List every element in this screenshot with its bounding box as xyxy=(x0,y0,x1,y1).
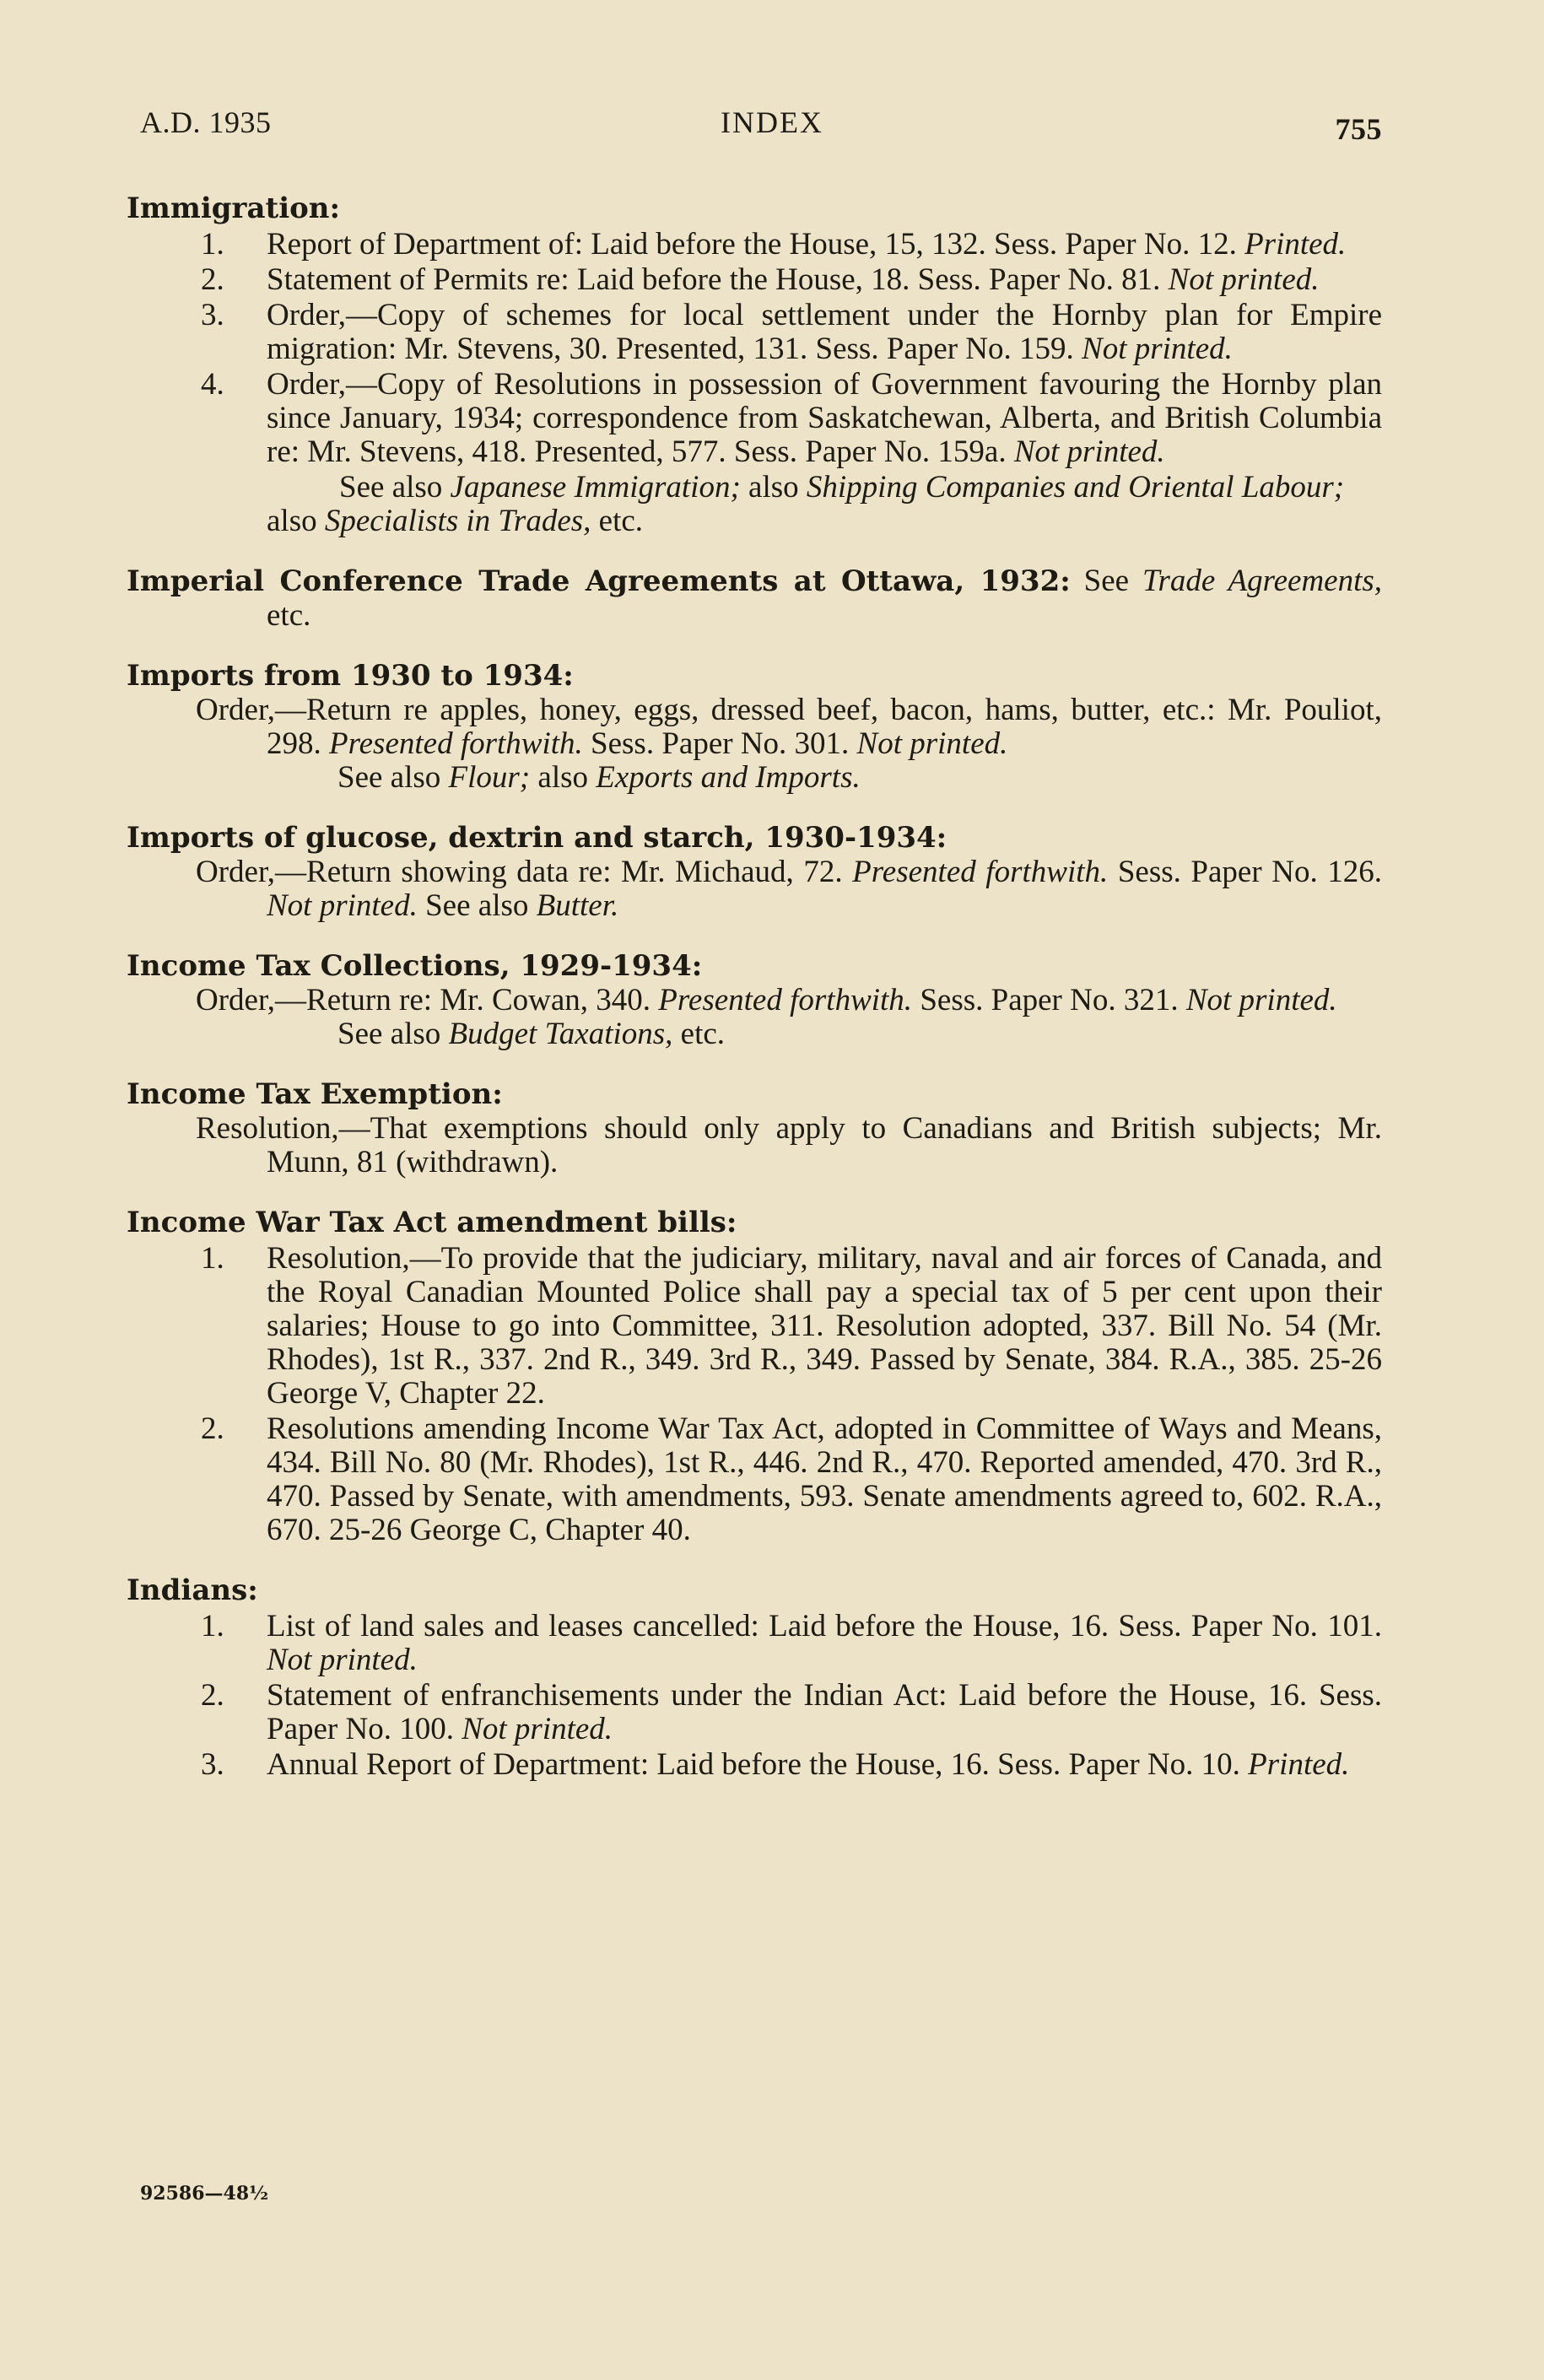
status-text: Presented forthwith. xyxy=(658,983,913,1017)
entry-income-war-tax xyxy=(127,1205,1382,1547)
list-item xyxy=(127,1412,1382,1547)
order-text: Sess. Paper No. 126. xyxy=(1117,855,1382,889)
list-item xyxy=(127,263,1382,297)
see-text: See also xyxy=(337,1017,441,1051)
order-text: Sess. Paper No. 321. xyxy=(920,983,1179,1017)
entry-text xyxy=(127,984,1382,1017)
status-text: Not printed. xyxy=(856,726,1008,761)
item-number: 2. xyxy=(201,1678,224,1713)
header-title: INDEX xyxy=(721,105,823,139)
see-ref: Flour; xyxy=(448,760,531,795)
list-item xyxy=(127,368,1382,469)
header-year: A.D. 1935 xyxy=(140,105,272,139)
print-code: 92586—48½ xyxy=(140,2183,269,2205)
item-text: Report of Department of: Laid before the House, 15, 132. Sess. Paper No. 12. xyxy=(267,227,1237,262)
page-number: 755 xyxy=(1335,112,1382,146)
see-also xyxy=(127,471,1382,538)
item-text: Statement of Permits re: Laid before the House, 18. Sess. Paper No. 81. xyxy=(267,262,1161,297)
see-text: See also xyxy=(339,470,443,505)
item-number: 4. xyxy=(201,367,224,402)
item-number: 3. xyxy=(201,298,224,332)
item-text: List of land sales and leases cancelled: Laid before the House, 16. Sess. Paper No. 101. xyxy=(267,1609,1382,1643)
order-text: Order,—Return showing data re: Mr. Michaud, 72. xyxy=(196,855,843,889)
see-text: See also xyxy=(337,760,441,795)
entry-heading: Imperial Conference Trade Agreements at Ottawa, 1932: xyxy=(127,564,1071,598)
see-text: etc. xyxy=(598,504,644,538)
see-text: etc. xyxy=(267,598,311,633)
status-text: Presented forthwith. xyxy=(852,855,1109,889)
entry-imports-1930 xyxy=(127,658,1382,795)
item-text: Order,—Copy of Resolutions in possession of Government favouring the Hornby plan since January, 1934; correspondence from Saskatchewan, Alberta, and British Columbia re: Mr. Stevens, 418. Presented, 577. Sess. Paper No. 159a. xyxy=(267,367,1382,469)
item-number: 3. xyxy=(201,1747,224,1782)
see-ref: Budget Taxations, xyxy=(448,1017,673,1051)
item-status: Not printed. xyxy=(1082,332,1233,366)
item-status: Not printed. xyxy=(462,1712,613,1746)
see-text: also xyxy=(748,470,799,505)
entry-heading: Income Tax Exemption: xyxy=(127,1077,503,1111)
see-ref: Exports and Imports. xyxy=(596,760,861,795)
order-text: Order,—Return re apples, honey, eggs, dressed beef, bacon, hams, butter, etc.: Mr. Pouliot, 298. xyxy=(196,693,1382,761)
item-number: 1. xyxy=(201,1609,224,1643)
list-item xyxy=(127,1242,1382,1411)
see-text: etc. xyxy=(680,1017,726,1051)
item-status: Printed. xyxy=(1244,227,1347,262)
item-number: 2. xyxy=(201,1411,224,1446)
see-text: See xyxy=(1083,564,1130,598)
item-status: Not printed. xyxy=(1168,262,1320,297)
item-text: Statement of enfranchisements under the Indian Act: Laid before the House, 16. Sess. Paper No. 100. xyxy=(267,1678,1382,1746)
entry-text: Resolution,—That exemptions should only apply to Canadians and British subjects; Mr. Munn, 81 (withdrawn). xyxy=(196,1111,1382,1179)
order-text: Order,—Return re: Mr. Cowan, 340. xyxy=(196,983,651,1017)
see-text: also xyxy=(537,760,588,795)
entry-heading: Income War Tax Act amendment bills: xyxy=(127,1206,737,1239)
entry-income-tax-collections xyxy=(127,948,1382,1051)
see-text: See also xyxy=(425,888,529,923)
see-ref: Trade Agreements, xyxy=(1142,564,1383,598)
entry-imperial-conference xyxy=(127,564,1382,633)
item-text: Annual Report of Department: Laid before the House, 16. Sess. Paper No. 10. xyxy=(267,1747,1240,1782)
item-status: Printed. xyxy=(1248,1747,1350,1782)
see-text: also xyxy=(267,504,317,538)
status-text: Not printed. xyxy=(267,888,418,923)
see-also xyxy=(127,761,1382,795)
status-text: Presented forthwith. xyxy=(329,726,583,761)
see-ref: Specialists in Trades, xyxy=(324,504,591,538)
entry-indians xyxy=(127,1573,1382,1782)
order-text: Sess. Paper No. 301. xyxy=(591,726,850,761)
item-text: Order,—Copy of schemes for local settlement under the Hornby plan for Empire migration: Mr. Stevens, 30. Presented, 131. Sess. Paper No. 159. xyxy=(267,298,1382,366)
index-body xyxy=(127,191,1382,1807)
entry-heading: Imports from 1930 to 1934: xyxy=(127,659,574,693)
see-ref: Japanese Immigration; xyxy=(450,470,741,505)
entry-heading: Immigration: xyxy=(127,192,341,225)
see-ref: Butter. xyxy=(536,888,619,923)
item-status: Not printed. xyxy=(1013,434,1165,469)
list-item xyxy=(127,1748,1382,1782)
item-text: Resolution,—To provide that the judiciary, military, naval and air forces of Canada, and the Royal Canadian Mounted Police shall pay a special tax of 5 per cent upon their salaries; House to go into Committee, 311. Resolution adopted, 337. Bill No. 54 (Mr. Rhodes), 1st R., 337. 2nd R., 349. 3rd R., 349. Passed by Senate, 384. R.A., 385. 25-26 George V, Chapter 22. xyxy=(267,1241,1382,1411)
entry-heading: Imports of glucose, dextrin and starch, 1930-1934: xyxy=(127,821,947,855)
entry-text xyxy=(127,693,1382,761)
list-item xyxy=(127,1610,1382,1677)
entry-text xyxy=(127,855,1382,923)
item-status: Not printed. xyxy=(267,1643,418,1677)
entry-heading: Income Tax Collections, 1929-1934: xyxy=(127,949,703,983)
list-item xyxy=(127,1679,1382,1746)
entry-immigration xyxy=(127,191,1382,538)
see-ref: Shipping Companies and Oriental Labour; xyxy=(806,470,1345,505)
list-item xyxy=(127,299,1382,366)
entry-imports-glucose xyxy=(127,820,1382,923)
item-number: 2. xyxy=(201,262,224,297)
entry-income-tax-exemption xyxy=(127,1077,1382,1179)
item-number: 1. xyxy=(201,1241,224,1276)
status-text: Not printed. xyxy=(1185,983,1337,1017)
see-also xyxy=(127,1017,1382,1051)
item-number: 1. xyxy=(201,227,224,262)
entry-heading: Indians: xyxy=(127,1573,258,1607)
item-text: Resolutions amending Income War Tax Act, adopted in Committee of Ways and Means, 434. Bill No. 80 (Mr. Rhodes), 1st R., 446. 2nd R., 470. Reported amended, 470. 3rd R., 470. Passed by Senate, with amendments, 593. Senate amendments agreed to, 602. R.A., 670. 25-26 George C, Chapter 40. xyxy=(267,1411,1382,1547)
list-item xyxy=(127,228,1382,262)
